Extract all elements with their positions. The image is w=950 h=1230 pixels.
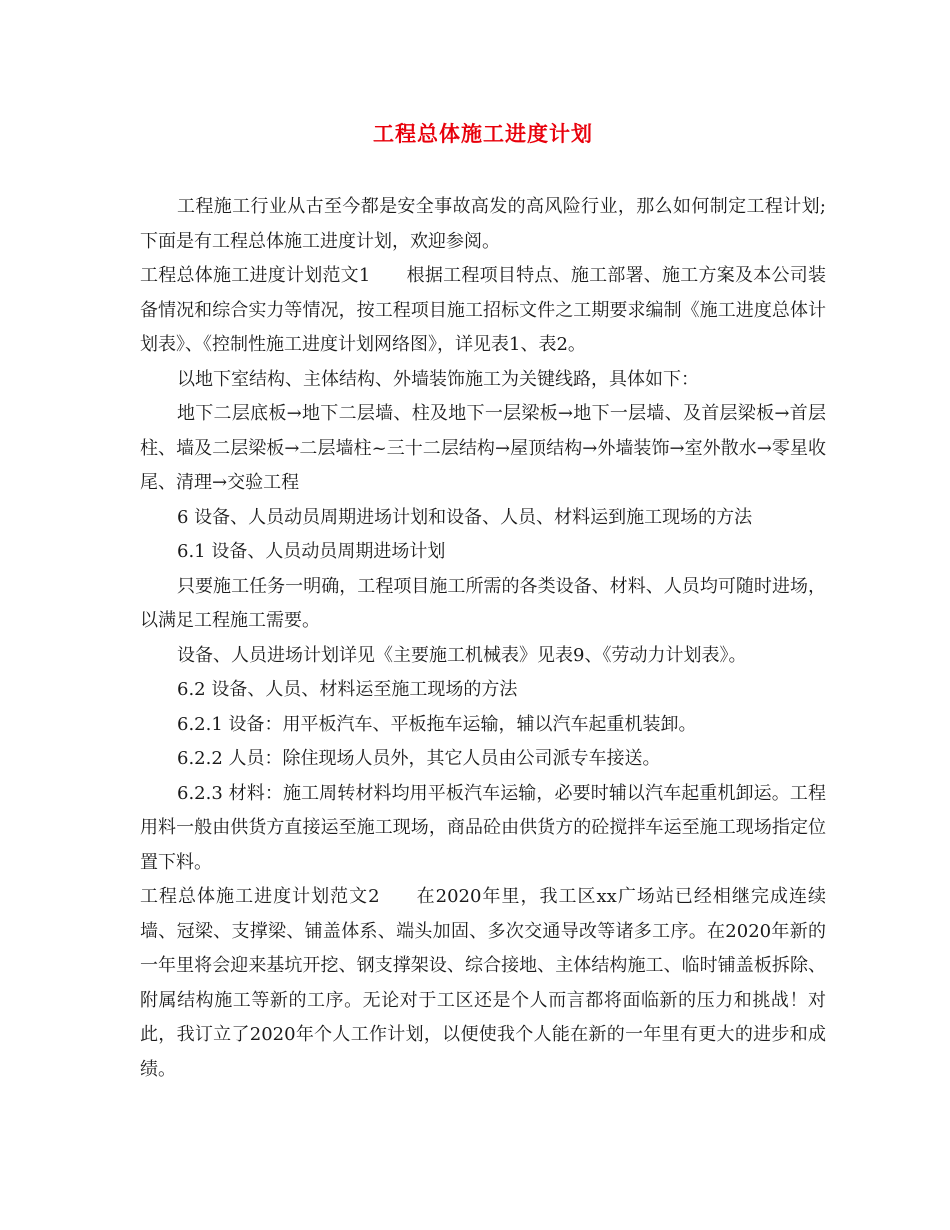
- sample-2-heading: 工程总体施工进度计划范文2: [140, 886, 380, 907]
- section-6-1-reference: 设备、人员进场计划详见《主要施工机械表》见表9、《劳动力计划表》。: [177, 644, 747, 666]
- section-6-1-heading: 6.1 设备、人员动员周期进场计划: [177, 541, 446, 562]
- section-6-1-paragraph: 只要施工任务一明确，工程项目施工所需的各类设备、材料、人员均可随时进场，以满足工程施工需要。: [140, 575, 826, 631]
- sample-2-text: 在2020年里，我工区xx广场站已经相继完成连续墙、冠梁、支撑梁、铺盖体系、端头加固、多次交通导改等诸多工序。在2020年新的一年里将会迎来基坑开挖、钢支撑架设、综合接地、主体结构施工、临时铺盖板拆除、附属结构施工等新的工序。无论对于工区还是个人而言都将面临新的压力和挑战！对此，我订立了2020年个人工作计划，以便使我个人能在新的一年里有更大的进步和成绩。: [140, 886, 826, 1080]
- sample-2-paragraph: [140, 880, 826, 1087]
- sequence-paragraph: 地下二层底板→地下二层墙、柱及地下一层梁板→地下一层墙、及首层梁板→首层柱、墙及二层梁板→二层墙柱~三十二层结构→屋顶结构→外墙装饰→室外散水→零星收尾、清理→交验工程: [140, 403, 826, 493]
- intro-paragraph: 工程施工行业从古至今都是安全事故高发的高风险行业，那么如何制定工程计划;下面是有工程总体施工进度计划，欢迎参阅。: [140, 196, 826, 252]
- section-6-2-heading: 6.2 设备、人员、材料运至施工现场的方法: [177, 679, 518, 700]
- section-6-2-2-paragraph: 6.2.2 人员：除住现场人员外，其它人员由公司派专车接送。: [177, 748, 661, 769]
- document-title: 工程总体施工进度计划: [373, 121, 593, 146]
- section-6-2-1-paragraph: 6.2.1 设备：用平板汽车、平板拖车运输，辅以汽车起重机装卸。: [177, 713, 697, 735]
- section-6-heading: 6 设备、人员动员周期进场计划和设备、人员、材料运到施工现场的方法: [177, 506, 753, 528]
- section-6-2-3-paragraph: 6.2.3 材料：施工周转材料均用平板汽车运输，必要时辅以汽车起重机卸运。工程用料一般由供货方直接运至施工现场，商品砼由供货方的砼搅拌车运至施工现场指定位置下料。: [140, 782, 826, 873]
- sample-1-heading: 工程总体施工进度计划范文1: [140, 265, 371, 286]
- sample-1-text: 根据工程项目特点、施工部署、施工方案及本公司装备情况和综合实力等情况，按工程项目施工招标文件之工期要求编制《施工进度总体计划表》、《控制性施工进度计划网络图》，详见表1、表2。: [140, 265, 827, 355]
- sample-1-paragraph: [140, 259, 826, 363]
- critical-path-paragraph: 以地下室结构、主体结构、外墙装饰施工为关键线路，具体如下：: [177, 368, 699, 390]
